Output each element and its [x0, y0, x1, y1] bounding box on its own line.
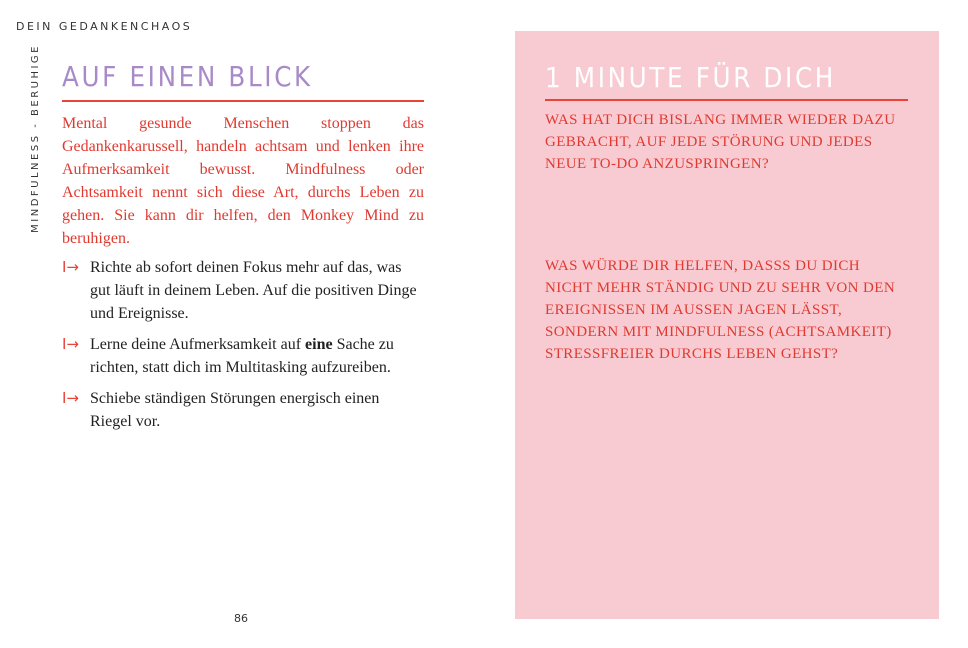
- bullet-item: [62, 256, 424, 325]
- bullet-item: [62, 387, 424, 433]
- left-heading: AUF EINEN BLICK: [62, 60, 313, 93]
- side-label: MINDFULNESS - BERUHIGE: [30, 44, 41, 233]
- bullet-text: Schiebe ständigen Störungen energisch einen Riegel vor.: [90, 390, 380, 430]
- bullet-item: [62, 333, 424, 379]
- bullet-text-start: Lerne deine Aufmerksamkeit auf: [90, 336, 306, 353]
- arrow-right-icon: I→: [62, 258, 79, 276]
- arrow-right-icon: I→: [62, 335, 79, 353]
- page-number: 86: [234, 612, 248, 625]
- bullet-text: Richte ab sofort deinen Fokus mehr auf das, was gut läuft in deinem Leben. Auf die positiven Dinge und Ereignisse.: [90, 259, 417, 322]
- reflection-panel: [515, 31, 939, 619]
- bullet-text-end: Sache zu richten, statt dich im Multitasking aufzureiben.: [90, 336, 394, 376]
- bullet-text-emphasis: eine: [305, 336, 333, 353]
- right-heading: 1 MINUTE FÜR DICH: [545, 61, 836, 94]
- arrow-right-icon: I→: [62, 389, 79, 407]
- question-text: WAS WÜRDE DIR HELFEN, DASSS DU DICH NICHT MEHR STÄNDIG UND ZU SEHR VON DEN EREIGNISSEN IM AUSSEN JAGEN LÄSST, SONDERN MIT MINDFULNESS (ACHTSAMKEIT) STRESSFREIER DURCHS LEBEN GEHST?: [545, 258, 896, 362]
- question-text: WAS HAT DICH BISLANG IMMER WIEDER DAZU GEBRACHT, AUF JEDE STÖRUNG UND JEDES NEUE TO-DO ANZUSPRINGEN?: [545, 112, 896, 172]
- bullet-list: [62, 256, 424, 441]
- left-heading-rule: [62, 100, 424, 102]
- intro-paragraph: Mental gesunde Menschen stoppen das Gedankenkarussell, handeln achtsam und lenken ihre Aufmerksamkeit bewusst. Mindfulness oder Achtsamkeit nennt sich diese Art, durchs Leben zu gehen. Sie kann dir helfen, den Monkey Mind zu beruhigen.: [62, 115, 424, 247]
- running-head: DEIN GEDANKENCHAOS: [16, 20, 193, 33]
- right-heading-rule: [545, 99, 908, 101]
